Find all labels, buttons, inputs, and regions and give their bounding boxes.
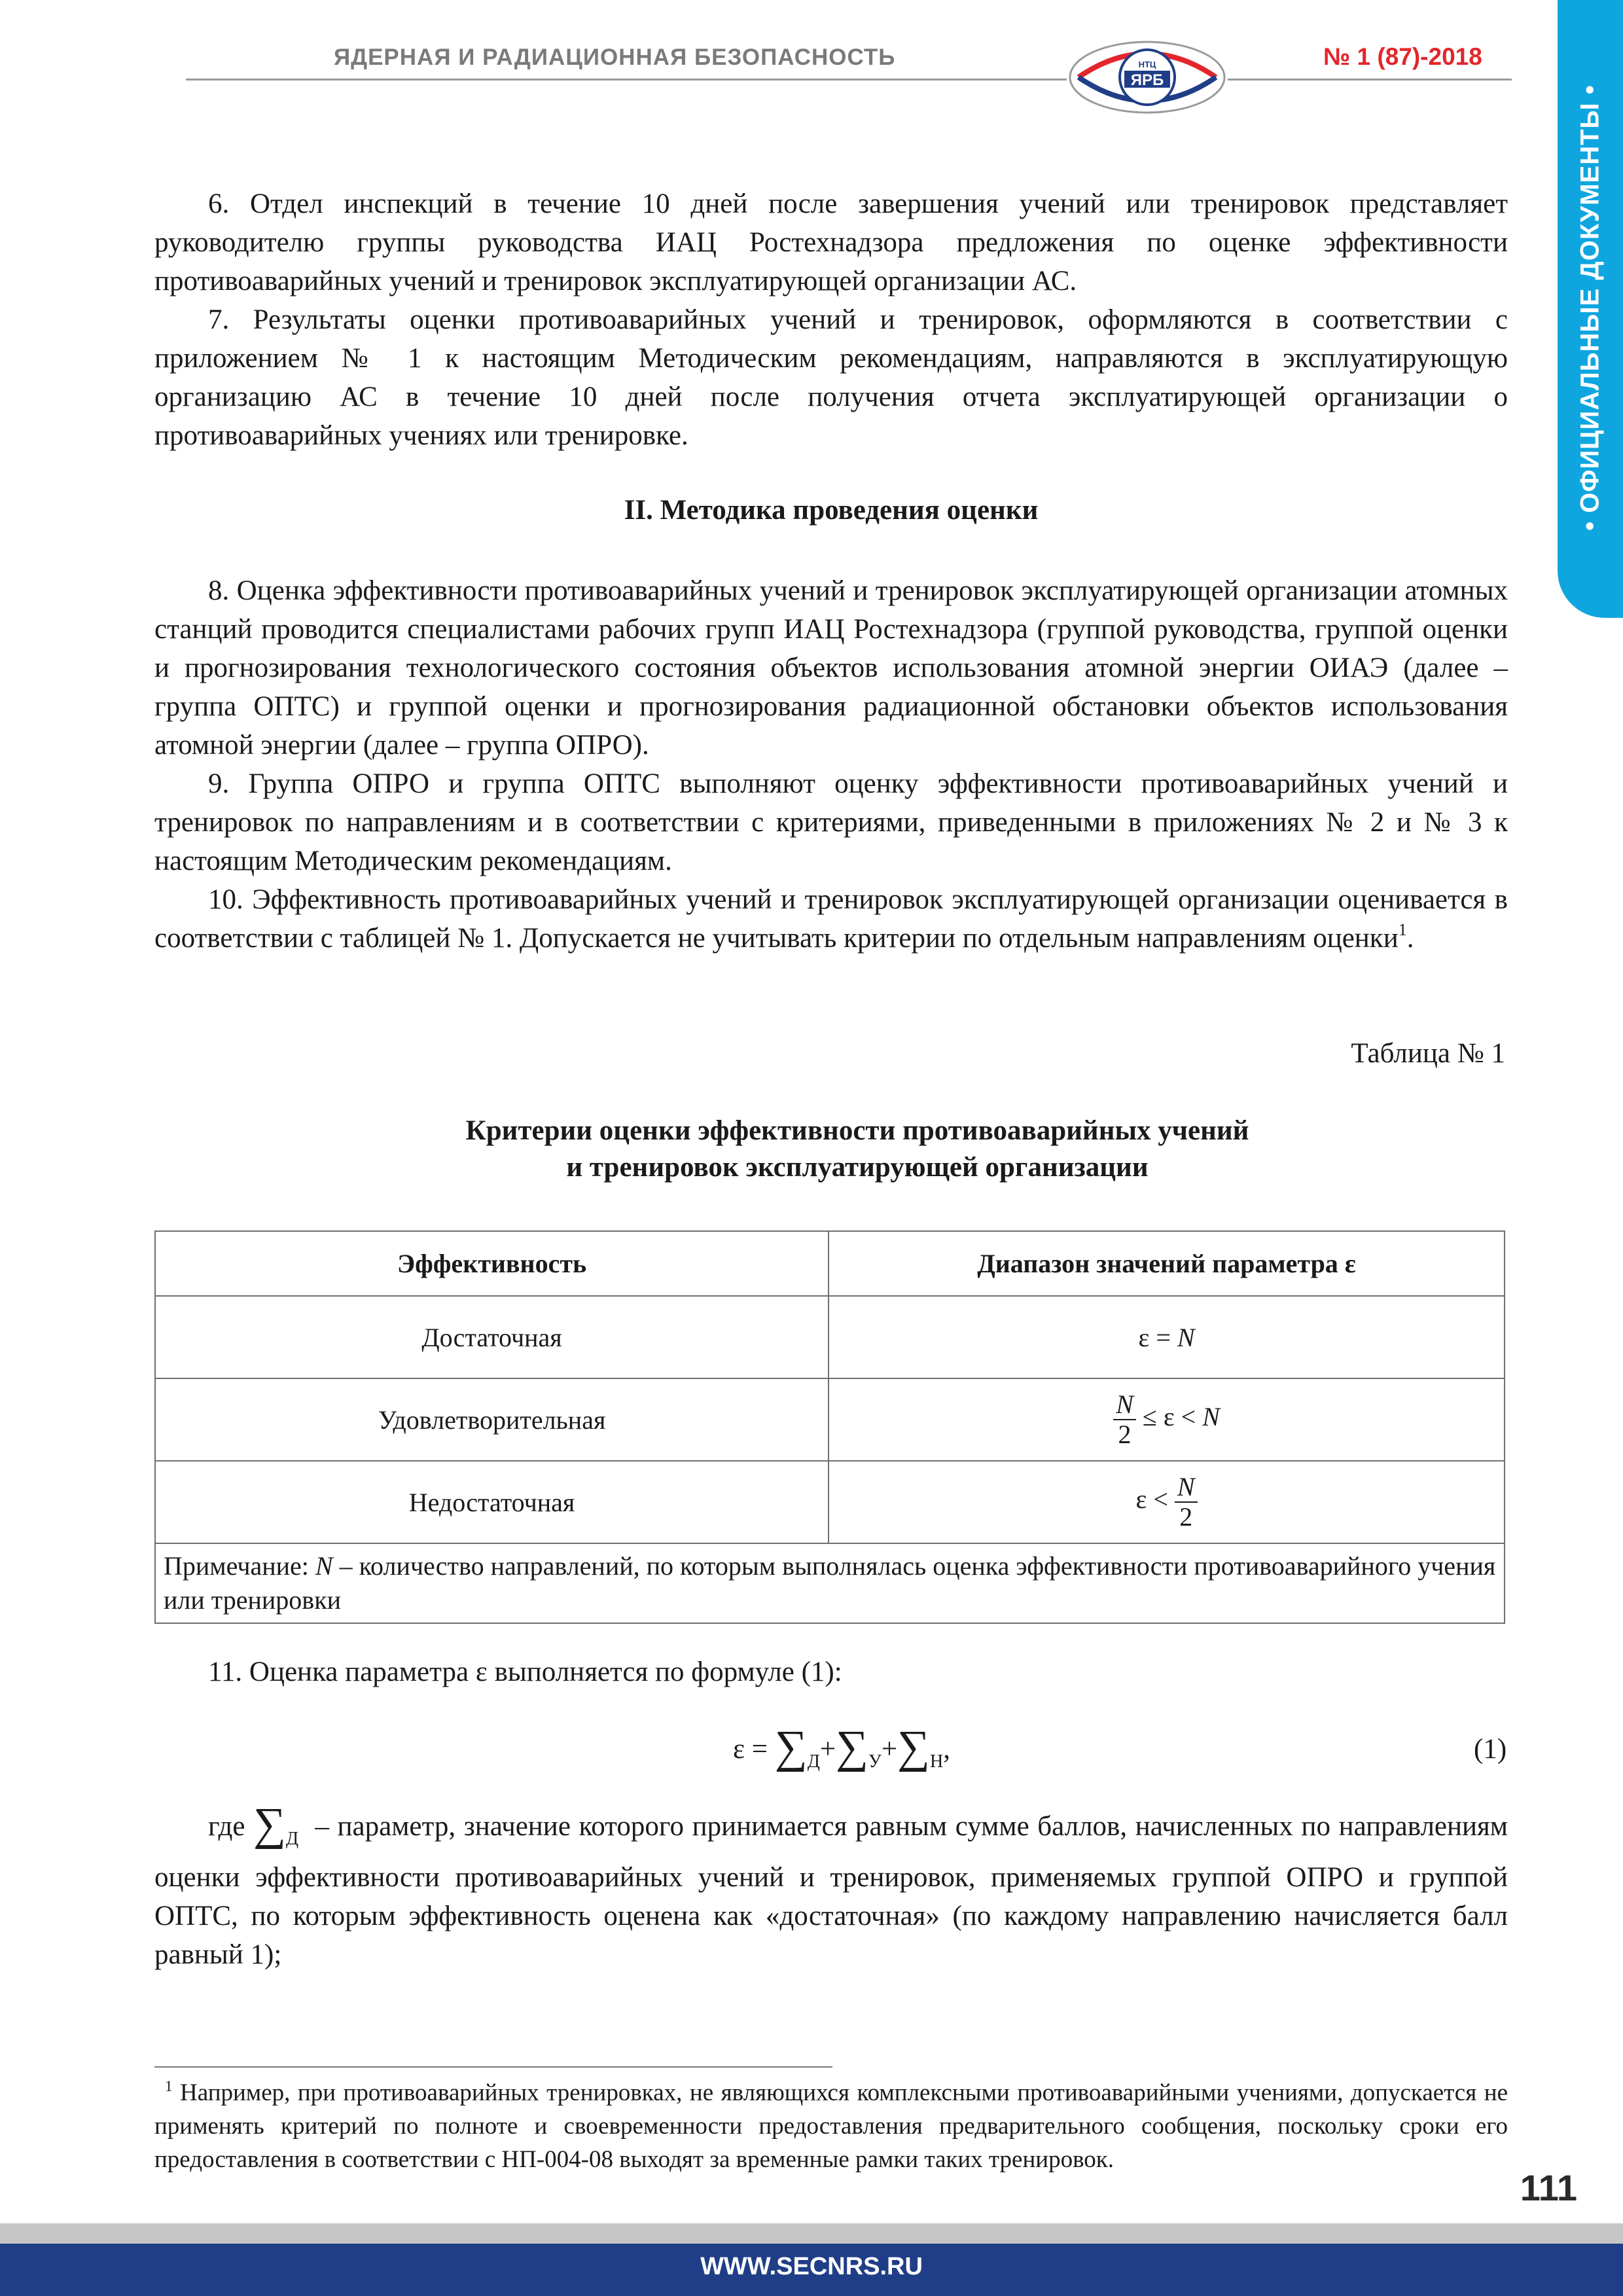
- logo-small-text: НТЦ: [1138, 60, 1156, 69]
- sigma-symbol: ∑: [897, 1722, 930, 1772]
- subscript-n: Н: [930, 1751, 944, 1772]
- note-var: N: [315, 1551, 333, 1581]
- subscript-d: Д: [807, 1751, 820, 1772]
- range-cell: [829, 1461, 1505, 1543]
- issue-number: № 1 (87)-2018: [1323, 43, 1482, 70]
- section-side-label: • ОФИЦИАЛЬНЫЕ ДОКУМЕНТЫ •: [1575, 84, 1605, 531]
- paragraph-10: [154, 880, 1508, 958]
- formula-lhs: ε =: [733, 1734, 775, 1765]
- table-row: [155, 1461, 1505, 1543]
- plus-sign: +: [819, 1734, 836, 1765]
- paragraphs-top: [154, 185, 1508, 455]
- range-prefix: ε =: [1138, 1322, 1177, 1352]
- section-heading: II. Методика проведения оценки: [624, 495, 1039, 526]
- plus-sign: +: [881, 1734, 898, 1765]
- where-paragraph: [154, 1799, 1508, 1974]
- equation-number: (1): [1474, 1734, 1507, 1765]
- range-var: N: [1202, 1402, 1220, 1432]
- paragraph-10-end: .: [1406, 923, 1414, 954]
- note-prefix: Примечание:: [164, 1551, 315, 1581]
- formula-1: [733, 1721, 950, 1774]
- fraction-numerator: N: [1113, 1390, 1136, 1420]
- fraction-denominator: 2: [1118, 1420, 1132, 1449]
- table-label: Таблица № 1: [1351, 1038, 1505, 1069]
- paragraph-11: 11. Оценка параметра ε выполняется по формуле (1):: [208, 1657, 842, 1687]
- header-rule-left: [186, 79, 1067, 81]
- footnote-rule: [154, 2066, 832, 2068]
- header-rule-right: [1228, 79, 1512, 81]
- table-title-line-2: и тренировок эксплуатирующей организации: [566, 1152, 1149, 1183]
- paragraph-10-text: 10. Эффективность противоаварийных учений и тренировок эксплуатирующей организации оценивается в соответствии с таблицей № 1. Допускается не учитывать критерии по отдельным направлениям оценки: [154, 884, 1508, 954]
- range-rest: ≤ ε <: [1135, 1402, 1203, 1432]
- table-header-row: [155, 1231, 1505, 1296]
- sigma-symbol: ∑: [774, 1722, 808, 1772]
- logo-text: ЯРБ: [1130, 71, 1164, 89]
- where-text: – параметр, значение которого принимается равным сумме баллов, начисленных по направлениям оценки эффективности противоаварийных учений и тренировок, применяемых группой ОПРО и группой ОПТС, по которым эффективность оценена как «достаточная» (по каждому направлению начисляется балл равный 1);: [154, 1811, 1508, 1970]
- range-var: N: [1177, 1322, 1195, 1352]
- table-row: [155, 1378, 1505, 1461]
- fraction-numerator: N: [1175, 1473, 1198, 1503]
- table-note-row: [155, 1543, 1505, 1623]
- paragraphs-mid: [154, 571, 1508, 958]
- range-prefix: ε <: [1135, 1484, 1175, 1515]
- col-header-effectiveness: Эффективность: [155, 1231, 829, 1296]
- table-title-line-1: Критерии оценки эффективности противоаварийных учений: [465, 1115, 1249, 1146]
- footnote-mark: 1: [165, 2078, 173, 2094]
- footnote-ref: 1: [1398, 920, 1407, 939]
- sigma-symbol: ∑: [836, 1722, 868, 1772]
- website-link[interactable]: WWW.SECNRS.RU: [700, 2253, 923, 2280]
- paragraph-7: 7. Результаты оценки противоаварийных учений и тренировок, оформляются в соответствии с приложением № 1 к настоящим Методическим рекомендациям, направляются в эксплуатирующую организацию АС в течение 10 дней после получения отчета эксплуатирующей организации о противоаварийных учениях или тренировке.: [154, 304, 1508, 451]
- fraction: [1175, 1473, 1198, 1532]
- rating-cell: Недостаточная: [155, 1461, 829, 1543]
- journal-title: ЯДЕРНАЯ И РАДИАЦИОННАЯ БЕЗОПАСНОСТЬ: [334, 45, 896, 70]
- rating-cell: Удовлетворительная: [155, 1378, 829, 1461]
- table-row: [155, 1296, 1505, 1378]
- fraction-denominator: 2: [1179, 1502, 1193, 1532]
- paragraph-8: 8. Оценка эффективности противоаварийных учений и тренировок эксплуатирующей организации атомных станций проводится специалистами рабочих групп ИАЦ Ростехнадзора (группой руководства, группой оценки и прогнозирования технологического состояния объектов использования атомной энергии ОИАЭ (далее – группа ОПТС) и группой оценки и прогнозирования радиационной обстановки объектов использования атомной энергии (далее – группа ОПРО).: [154, 575, 1508, 761]
- footnote: [154, 2076, 1508, 2176]
- page-number: 111: [1520, 2167, 1577, 2208]
- fraction: [1113, 1390, 1136, 1449]
- subscript-d: Д: [286, 1829, 299, 1849]
- sigma-symbol: ∑: [253, 1799, 287, 1850]
- range-cell: [829, 1296, 1505, 1378]
- footer-gray-band: [0, 2223, 1623, 2244]
- range-cell: [829, 1378, 1505, 1461]
- criteria-table: [154, 1230, 1505, 1624]
- where-prefix: где: [208, 1811, 245, 1842]
- table-note: [155, 1543, 1505, 1623]
- note-text: – количество направлений, по которым выполнялась оценка эффективности противоаварийного учения или тренировки: [164, 1551, 1496, 1615]
- paragraph-9: 9. Группа ОПРО и группа ОПТС выполняют оценку эффективности противоаварийных учений и тренировок по направлениям и в соответствии с критериями, приведенными в приложениях № 2 и № 3 к настоящим Методическим рекомендациям.: [154, 768, 1508, 876]
- rating-cell: Достаточная: [155, 1296, 829, 1378]
- formula-tail: ,: [943, 1734, 950, 1765]
- journal-logo: [1065, 37, 1229, 122]
- footnote-text: Например, при противоаварийных тренировках, не являющихся комплексными противоаварийными учениями, допускается не применять критерий по полноте и своевременности предоставления предварительного сообщения, поскольку сроки его предоставления в соответствии с НП-004-08 выходят за временные рамки таких тренировок.: [154, 2079, 1508, 2173]
- paragraph-6: 6. Отдел инспекций в течение 10 дней после завершения учений или тренировок представляет руководителю группы руководства ИАЦ Ростехнадзора предложения по оценке эффективности противоаварийных учений и тренировок эксплуатирующей организации АС.: [154, 188, 1508, 296]
- table-title: [406, 1113, 1309, 1186]
- col-header-range: Диапазон значений параметра ε: [829, 1231, 1505, 1296]
- subscript-u: У: [868, 1751, 882, 1772]
